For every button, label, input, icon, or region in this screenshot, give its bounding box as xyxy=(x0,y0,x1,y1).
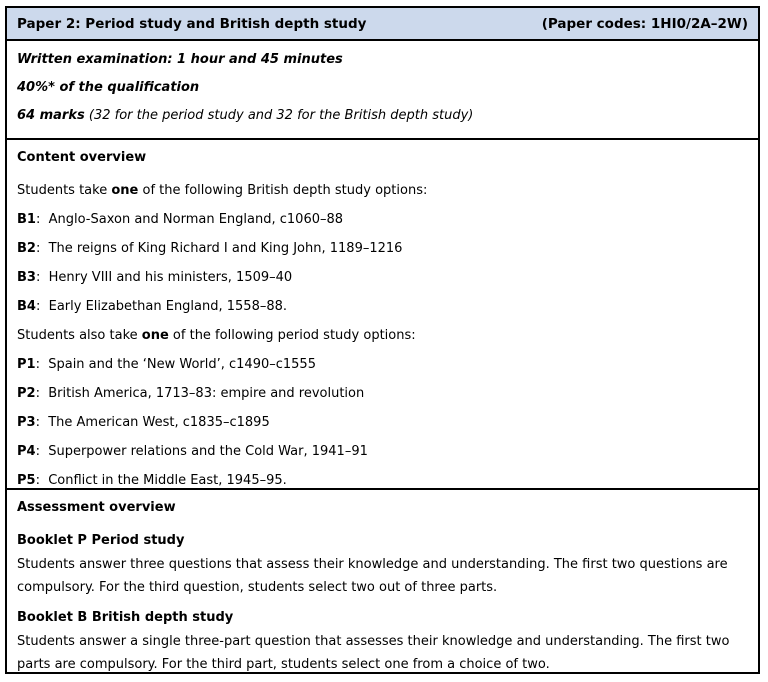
option-text: : Anglo-Saxon and Norman England, c1060–88 xyxy=(35,212,344,227)
option-code: P5 xyxy=(17,473,36,488)
option-code: P1 xyxy=(17,357,36,372)
exam-marks-total: 64 marks xyxy=(17,108,85,123)
list-item-b1 xyxy=(17,208,748,231)
exam-weighting: 40%* of the qualification xyxy=(17,80,200,95)
depth-intro-post: of the following British depth study options: xyxy=(138,183,428,198)
list-item-p5 xyxy=(17,469,748,488)
option-text: : British America, 1713–83: empire and revolution xyxy=(35,386,365,401)
depth-intro-bold: one xyxy=(111,183,139,198)
exam-marks xyxy=(17,104,748,127)
option-code: P3 xyxy=(17,415,36,430)
period-intro-pre: Students also take xyxy=(17,328,142,343)
exam-info-row xyxy=(7,39,758,138)
period-intro-post: of the following period study options: xyxy=(168,328,416,343)
list-item-b3 xyxy=(17,266,748,289)
option-text: : Early Elizabethan England, 1558–88. xyxy=(35,299,288,314)
assessment-overview-heading: Assessment overview xyxy=(17,500,176,515)
list-item-p4 xyxy=(17,440,748,463)
option-text: : Henry VIII and his ministers, 1509–40 xyxy=(35,270,293,285)
option-text: : The reigns of King Richard I and King John, 1189–1216 xyxy=(35,241,403,256)
option-text: : Spain and the ‘New World’, c1490–c1555 xyxy=(35,357,316,372)
booklet-p-text: Students answer three questions that assess their knowledge and understanding. The first two questions are compulsory. For the third question, students select two out of three parts. xyxy=(17,557,728,595)
option-text: : Conflict in the Middle East, 1945–95. xyxy=(35,473,287,488)
table-header-row xyxy=(7,8,758,39)
paper-codes: (Paper codes: 1HI0/2A–2W) xyxy=(541,15,748,32)
list-item-b2 xyxy=(17,237,748,260)
option-code: P4 xyxy=(17,444,36,459)
option-code: B4 xyxy=(17,299,36,314)
exam-duration: Written examination: 1 hour and 45 minutes xyxy=(17,52,343,67)
booklet-p-title: Booklet P Period study xyxy=(17,533,185,548)
list-item-b4 xyxy=(17,295,748,318)
booklet-b-title: Booklet B British depth study xyxy=(17,610,234,625)
option-code: B1 xyxy=(17,212,36,227)
paper-2-spec-table xyxy=(5,6,760,674)
content-overview-heading: Content overview xyxy=(17,150,147,165)
list-item-p2 xyxy=(17,382,748,405)
option-code: P2 xyxy=(17,386,36,401)
option-code: B2 xyxy=(17,241,36,256)
exam-marks-detail: (32 for the period study and 32 for the British depth study) xyxy=(84,108,474,123)
depth-intro-pre: Students take xyxy=(17,183,112,198)
assessment-overview-row xyxy=(7,488,758,672)
period-intro-bold: one xyxy=(141,328,169,343)
option-text: : The American West, c1835–c1895 xyxy=(35,415,270,430)
list-item-p3 xyxy=(17,411,748,434)
period-study-intro xyxy=(17,324,748,347)
depth-study-intro xyxy=(17,179,748,202)
option-text: : Superpower relations and the Cold War, 1941–91 xyxy=(35,444,368,459)
list-item-p1 xyxy=(17,353,748,376)
paper-title: Paper 2: Period study and British depth study xyxy=(17,15,367,32)
content-overview-row xyxy=(7,138,758,488)
option-code: B3 xyxy=(17,270,36,285)
booklet-b-text: Students answer a single three-part question that assesses their knowledge and understanding. The first two parts are compulsory. For the third part, students select one from a choice of two. xyxy=(17,634,730,672)
